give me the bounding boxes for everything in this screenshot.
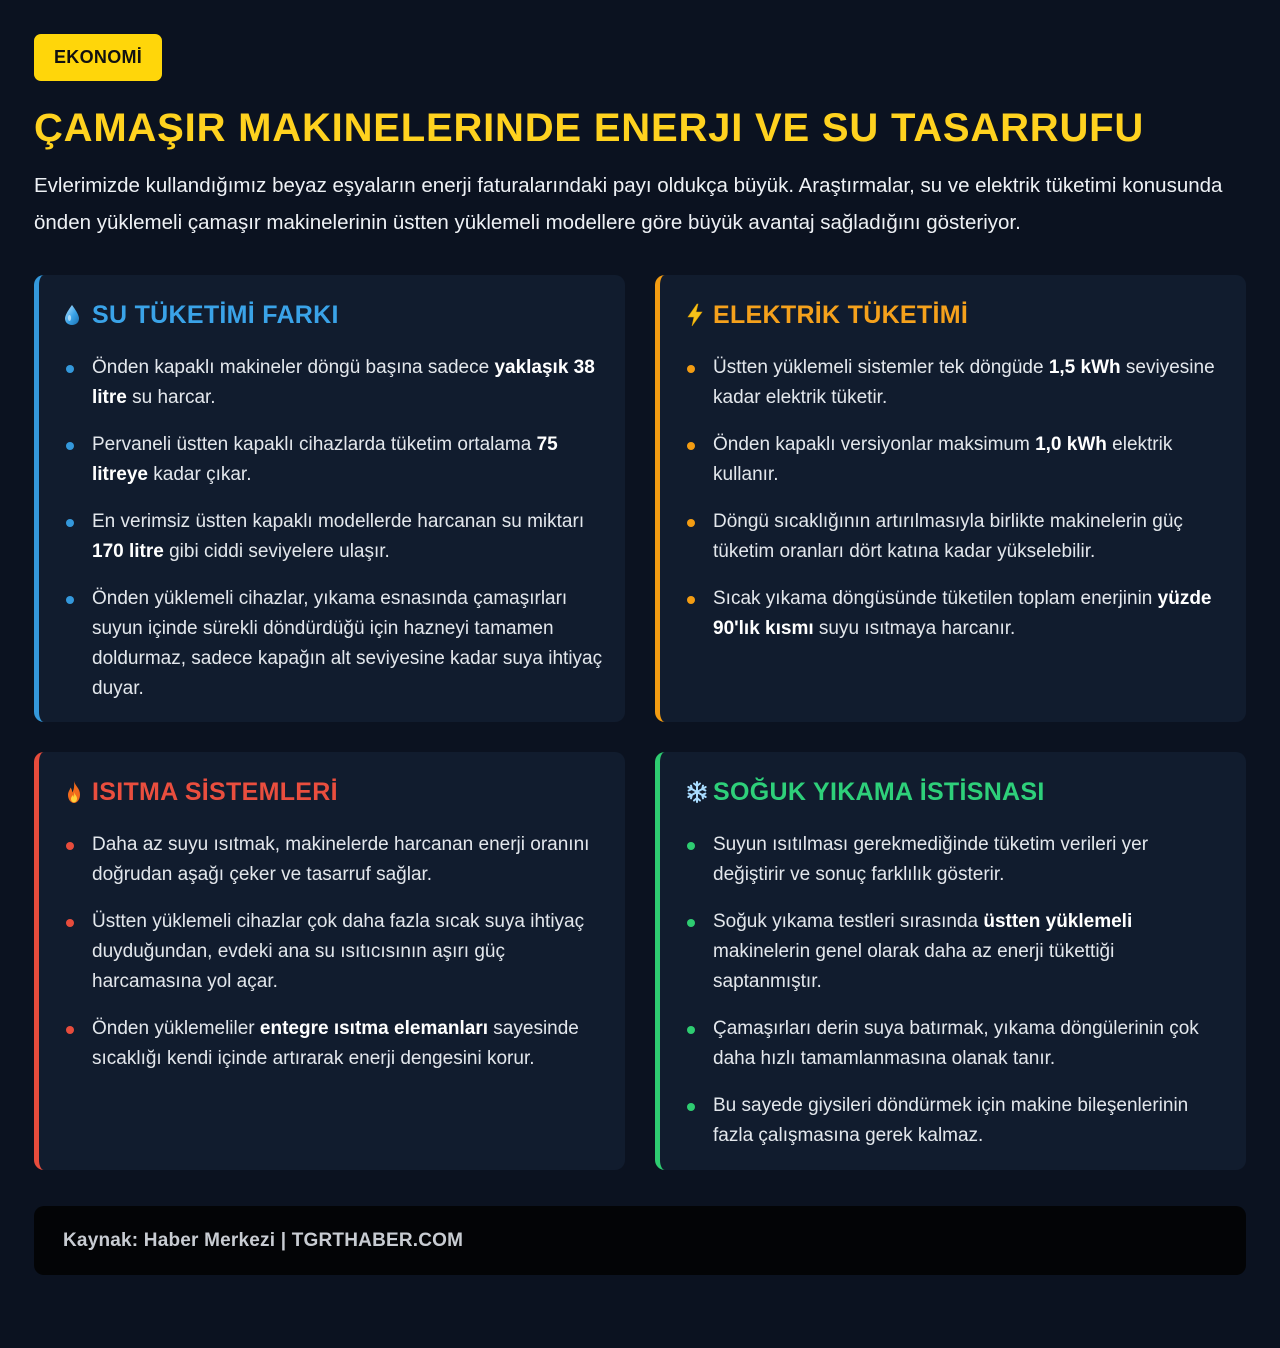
fire-icon — [64, 780, 92, 804]
list-item — [64, 907, 603, 997]
item-text: Üstten yüklemeli sistemler tek döngüde — [713, 357, 1049, 378]
bullet-list — [64, 830, 603, 1074]
highlight-text: 1,0 kWh — [1035, 434, 1107, 455]
list-item — [685, 830, 1224, 890]
snowflake-icon — [685, 780, 713, 804]
info-cards-grid — [34, 275, 1246, 1170]
item-text: suyu ısıtmaya harcanır. — [813, 618, 1016, 639]
item-text: Sıcak yıkama döngüsünde tüketilen toplam enerjinin — [713, 588, 1158, 609]
item-text: Pervaneli üstten kapaklı cihazlarda tüketim ortalama — [92, 434, 537, 455]
item-text: Üstten yüklemeli cihazlar çok daha fazla sıcak suya ihtiyaç duyduğundan, evdeki ana su ısıtıcısının aşırı güç harcamasına yol açar. — [92, 911, 585, 992]
item-text: Önden yüklemeli cihazlar, yıkama esnasında çamaşırları suyun içinde sürekli döndürdüğü için hazneyi tamamen doldurmaz, sadece kapağın alt seviyesine kadar suya ihtiyaç duyar. — [92, 588, 603, 699]
water-drop-icon — [64, 304, 92, 326]
highlight-text: yüzde 90'lık kısmı — [713, 588, 1212, 639]
list-item — [64, 1014, 603, 1074]
list-item — [64, 584, 603, 704]
item-text: Daha az suyu ısıtmak, makinelerde harcanan enerji oranını doğrudan aşağı çeker ve tasarruf sağlar. — [92, 834, 590, 885]
card-cold-wash-exception — [655, 752, 1246, 1170]
list-item — [685, 507, 1224, 567]
bullet-list — [64, 353, 603, 704]
source-text: Kaynak: Haber Merkezi | TGRTHABER.COM — [63, 1229, 464, 1251]
highlight-text: yaklaşık 38 litre — [92, 357, 595, 408]
lead-paragraph: Evlerimizde kullandığımız beyaz eşyaların enerji faturalarındaki payı oldukça büyük. Araştırmalar, su ve elektrik tüketimi konusunda önden yüklemeli çamaşır makinelerinin üstten yüklemeli modellere göre büyük avantaj sağladığını gösteriyor. — [34, 174, 1223, 234]
card-heating-systems — [34, 752, 625, 1170]
list-item — [64, 507, 603, 567]
item-text: seviyesine kadar elektrik tüketir. — [713, 357, 1215, 408]
item-text: Önden yüklemeliler — [92, 1018, 260, 1039]
item-text: gibi ciddi seviyelere ulaşır. — [163, 541, 390, 562]
card-title: SU TÜKETİMİ FARKI — [92, 301, 339, 329]
card-header — [685, 776, 1224, 808]
highlight-text: entegre ısıtma elemanları — [259, 1018, 489, 1039]
card-title: ELEKTRİK TÜKETİMİ — [713, 301, 969, 329]
item-text: Soğuk yıkama testleri sırasında — [713, 911, 984, 932]
card-header — [64, 299, 603, 331]
item-text: Döngü sıcaklığının artırılmasıyla birlikte makinelerin güç tüketim oranları dört katına kadar yükselebilir. — [713, 511, 1183, 562]
list-item — [685, 584, 1224, 644]
highlight-text: üstten yüklemeli — [983, 911, 1133, 932]
card-header — [685, 299, 1224, 331]
list-item — [685, 353, 1224, 413]
list-item — [685, 1091, 1224, 1151]
highlight-text: 1,5 kWh — [1048, 357, 1121, 378]
list-item — [685, 1014, 1224, 1074]
item-text: Önden kapaklı makineler döngü başına sadece — [92, 357, 495, 378]
list-item — [685, 907, 1224, 997]
list-item — [685, 430, 1224, 490]
page-title: ÇAMAŞIR MAKINELERINDE ENERJI VE SU TASARRUFU — [34, 106, 1145, 150]
card-header — [64, 776, 603, 808]
article — [34, 34, 1246, 1275]
item-text: makinelerin genel olarak daha az enerji tükettiği saptanmıştır. — [713, 941, 1115, 992]
item-text: kadar çıkar. — [147, 464, 252, 485]
card-water-consumption — [34, 275, 625, 722]
item-text: sayesinde sıcaklığı kendi içinde artırarak enerji dengesini korur. — [92, 1018, 579, 1069]
item-text: Suyun ısıtılması gerekmediğinde tüketim verileri yer değiştirir ve sonuç farklılık gösterir. — [713, 834, 1149, 885]
item-text: elektrik kullanır. — [713, 434, 1173, 485]
lightning-bolt-icon — [685, 303, 713, 327]
highlight-text: 170 litre — [92, 541, 164, 562]
bullet-list — [685, 830, 1224, 1151]
list-item — [64, 830, 603, 890]
category-badge: EKONOMİ — [34, 34, 162, 81]
item-text: En verimsiz üstten kapaklı modellerde harcanan su miktarı — [92, 511, 585, 532]
item-text: Çamaşırları derin suya batırmak, yıkama döngülerinin çok daha hızlı tamamlanmasına olanak tanır. — [713, 1018, 1199, 1069]
card-electricity-consumption — [655, 275, 1246, 722]
card-title: ISITMA SİSTEMLERİ — [92, 778, 338, 806]
highlight-text: 75 litreye — [92, 434, 558, 485]
source-footer — [34, 1206, 1246, 1275]
item-text: su harcar. — [126, 387, 216, 408]
item-text: Önden kapaklı versiyonlar maksimum — [713, 434, 1036, 455]
item-text: Bu sayede giysileri döndürmek için makine bileşenlerinin fazla çalışmasına gerek kalmaz. — [713, 1095, 1189, 1146]
card-title: SOĞUK YIKAMA İSTİSNASI — [713, 778, 1045, 806]
list-item — [64, 430, 603, 490]
bullet-list — [685, 353, 1224, 644]
list-item — [64, 353, 603, 413]
